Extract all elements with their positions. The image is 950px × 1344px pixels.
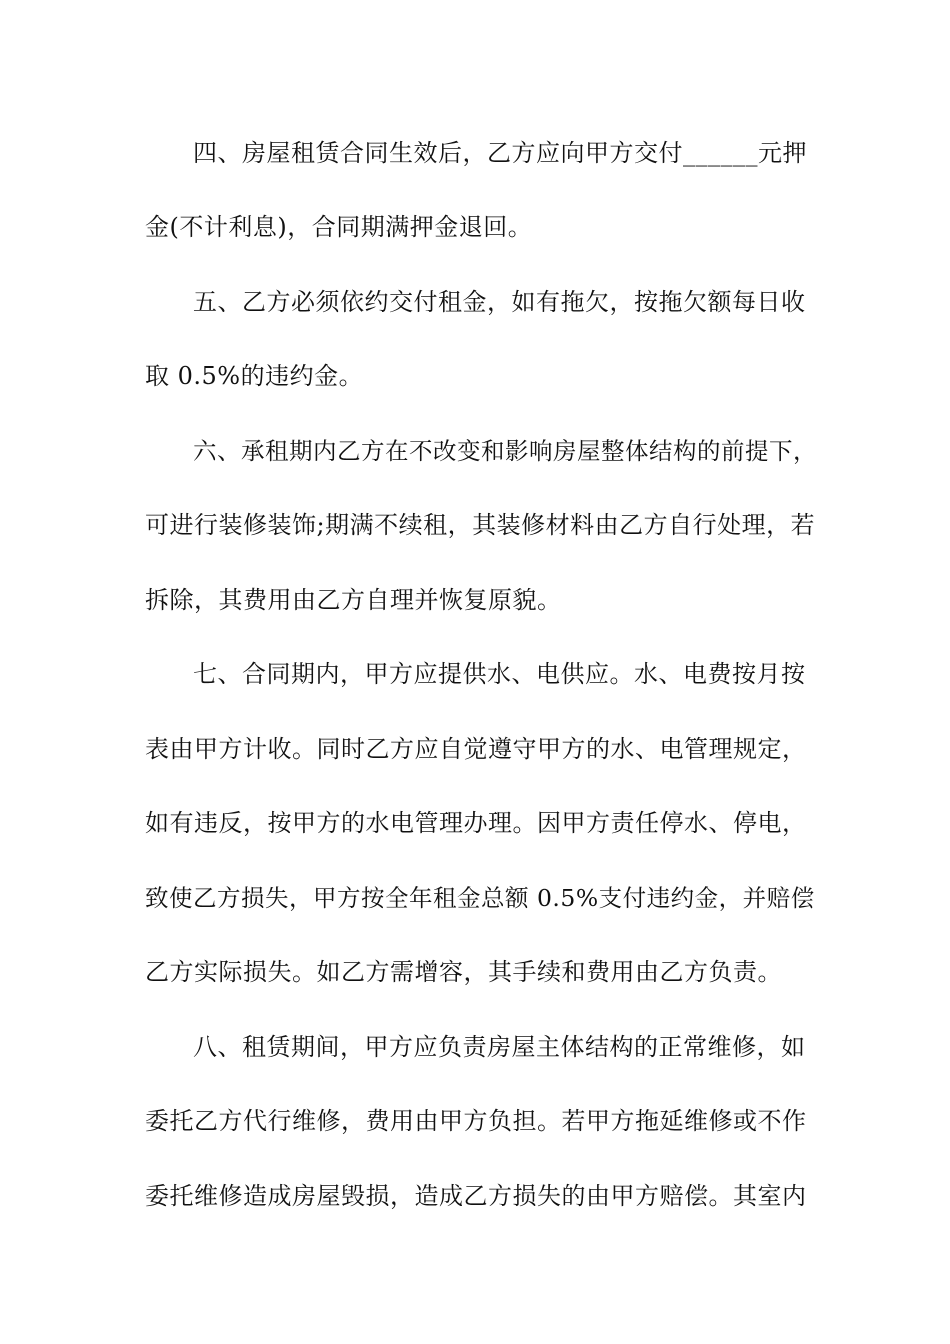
- clause-6-line-2: 可进行装修装饰;期满不续租，其装修材料由乙方自行处理，若: [145, 511, 816, 539]
- clause-7-line-1: 七、合同期内，甲方应提供水、电供应。水、电费按月按: [193, 660, 806, 688]
- clause-4-line-2: 金(不计利息)，合同期满押金退回。: [145, 213, 533, 241]
- clause-7-line-4: 致使乙方损失，甲方按全年租金总额 0.5%支付违约金，并赔偿: [145, 884, 815, 912]
- clause-4-line-1: 四、房屋租赁合同生效后，乙方应向甲方交付______元押: [193, 139, 807, 167]
- clause-7-line-5: 乙方实际损失。如乙方需增容，其手续和费用由乙方负责。: [145, 958, 782, 986]
- clause-5-line-2: 取 0.5%的违约金。: [145, 362, 364, 390]
- clause-5-line-1: 五、乙方必须依约交付租金，如有拖欠，按拖欠额每日收: [193, 288, 806, 316]
- clause-8-line-1: 八、租赁期间，甲方应负责房屋主体结构的正常维修，如: [193, 1033, 806, 1061]
- clause-7-line-3: 如有违反，按甲方的水电管理办理。因甲方责任停水、停电，: [145, 809, 807, 837]
- clause-8-line-2: 委托乙方代行维修，费用由甲方负担。若甲方拖延维修或不作: [145, 1107, 807, 1135]
- clause-6-line-1: 六、承租期内乙方在不改变和影响房屋整体结构的前提下，: [193, 437, 817, 465]
- clause-6-line-3: 拆除，其费用由乙方自理并恢复原貌。: [145, 586, 562, 614]
- clause-7-line-2: 表由甲方计收。同时乙方应自觉遵守甲方的水、电管理规定，: [145, 735, 807, 763]
- clause-8-line-3: 委托维修造成房屋毁损，造成乙方损失的由甲方赔偿。其室内: [145, 1182, 807, 1210]
